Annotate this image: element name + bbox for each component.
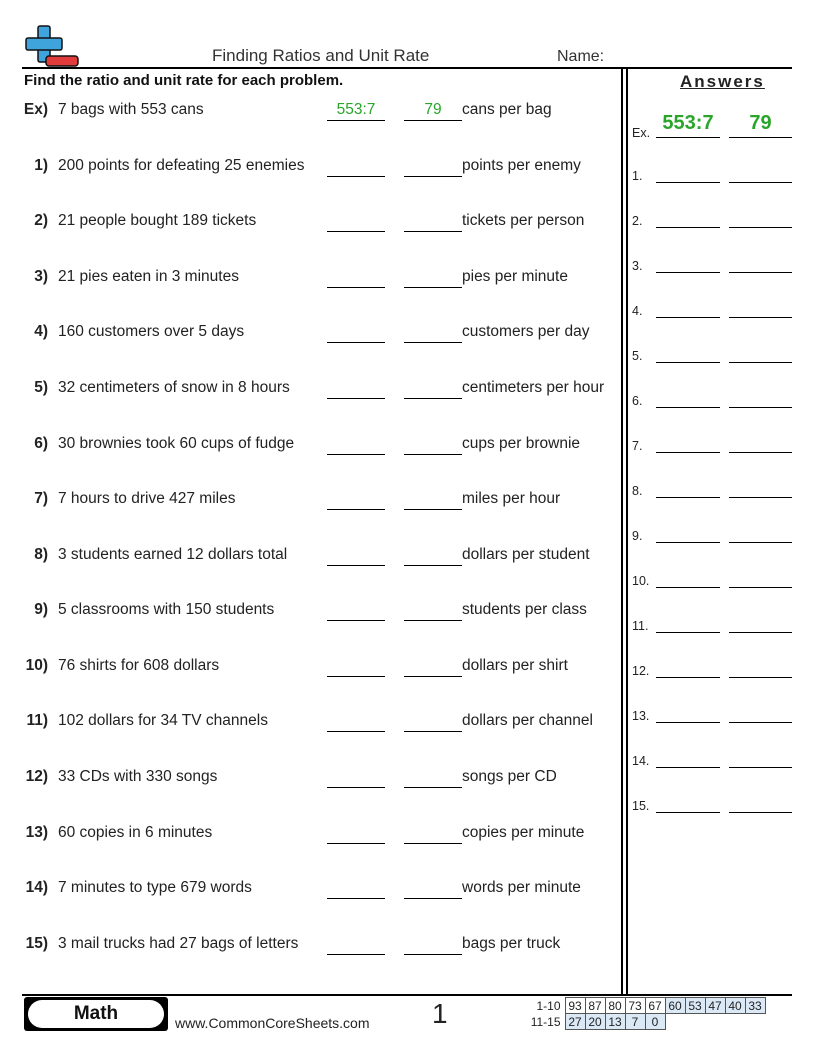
problem-number: 4) xyxy=(34,323,48,340)
rate-blank[interactable] xyxy=(404,712,462,732)
answer-label: 4. xyxy=(632,304,643,318)
problem-number: 8) xyxy=(34,546,48,563)
problem-text: 33 CDs with 330 songs xyxy=(58,768,218,785)
rate-blank[interactable] xyxy=(404,323,462,343)
answer-ratio-blank[interactable] xyxy=(656,433,720,453)
website-url: www.CommonCoreSheets.com xyxy=(175,1015,370,1031)
problem-text: 3 students earned 12 dollars total xyxy=(58,546,288,563)
problem-number: 7) xyxy=(34,490,48,507)
answer-ratio-blank[interactable] xyxy=(656,568,720,588)
rate-blank[interactable] xyxy=(404,824,462,844)
example-unit: cans per bag xyxy=(462,101,552,118)
problem-text: 21 pies eaten in 3 minutes xyxy=(58,268,239,285)
problem-number: 12) xyxy=(25,768,48,785)
ratio-blank[interactable] xyxy=(327,490,385,510)
rate-blank[interactable] xyxy=(404,435,462,455)
answer-label: 14. xyxy=(632,754,650,768)
problem-text: 102 dollars for 34 TV channels xyxy=(58,712,268,729)
problem-number: 15) xyxy=(25,935,48,952)
answer-ratio-blank[interactable] xyxy=(656,523,720,543)
problem-unit: students per class xyxy=(462,601,587,618)
answer-ratio-blank[interactable] xyxy=(656,298,720,318)
answer-label: 9. xyxy=(632,529,643,543)
score-cell: 13 xyxy=(605,1014,625,1030)
answers-title: Answers xyxy=(680,72,765,91)
problem-unit: dollars per student xyxy=(462,546,590,563)
problem-unit: pies per minute xyxy=(462,268,568,285)
answer-rate-blank[interactable] xyxy=(729,613,792,633)
problem-number: 2) xyxy=(34,212,48,229)
column-divider-right xyxy=(626,68,628,994)
problem-text: 32 centimeters of snow in 8 hours xyxy=(58,379,290,396)
answer-label: 11. xyxy=(632,619,649,633)
answer-rate-blank[interactable] xyxy=(729,793,792,813)
ratio-blank[interactable] xyxy=(327,712,385,732)
answer-label: 15. xyxy=(632,799,650,813)
answer-ratio-blank[interactable] xyxy=(656,163,720,183)
answer-label: 13. xyxy=(632,709,650,723)
rate-blank[interactable] xyxy=(404,935,462,955)
answer-rate-blank[interactable] xyxy=(729,748,792,768)
problem-number: 3) xyxy=(34,268,48,285)
rate-blank[interactable] xyxy=(404,379,462,399)
answer-label: 7. xyxy=(632,439,643,453)
worksheet-title: Finding Ratios and Unit Rate xyxy=(212,46,430,65)
answer-rate-blank[interactable] xyxy=(729,523,792,543)
score-cell: 27 xyxy=(565,1014,585,1030)
answer-ratio-blank[interactable] xyxy=(656,748,720,768)
problem-unit: tickets per person xyxy=(462,212,585,229)
problem-text: 200 points for defeating 25 enemies xyxy=(58,157,305,174)
rate-blank[interactable] xyxy=(404,212,462,232)
answer-rate-blank[interactable] xyxy=(729,343,792,363)
problem-text: 160 customers over 5 days xyxy=(58,323,245,340)
problem-text: 7 hours to drive 427 miles xyxy=(58,490,236,507)
ratio-blank[interactable] xyxy=(327,435,385,455)
problem-unit: customers per day xyxy=(462,323,590,340)
score-range: 11-15 xyxy=(530,1014,561,1029)
problem-number: 11) xyxy=(26,712,48,729)
name-label: Name: xyxy=(557,48,605,65)
problem-number: 9) xyxy=(34,601,48,618)
answer-ratio-blank[interactable] xyxy=(656,793,720,813)
rate-blank[interactable] xyxy=(404,657,462,677)
page-number: 1 xyxy=(432,998,448,1029)
problem-text: 5 classrooms with 150 students xyxy=(58,601,275,618)
ratio-blank[interactable] xyxy=(327,824,385,844)
example-rate: 79 xyxy=(404,101,462,121)
rate-blank[interactable] xyxy=(404,490,462,510)
answer-label: 2. xyxy=(632,214,643,228)
answer-example-rate: 79 xyxy=(729,112,792,138)
answer-ratio-blank[interactable] xyxy=(656,208,720,228)
answer-ratio-blank[interactable] xyxy=(656,388,720,408)
top-rule xyxy=(22,67,792,69)
problem-text: 76 shirts for 608 dollars xyxy=(58,657,220,674)
instructions: Find the ratio and unit rate for each problem. xyxy=(24,72,344,89)
score-cell: 87 xyxy=(585,998,605,1014)
answer-rate-blank[interactable] xyxy=(729,568,792,588)
rate-blank[interactable] xyxy=(404,546,462,566)
bottom-rule xyxy=(22,994,792,996)
problem-text: 60 copies in 6 minutes xyxy=(58,824,213,841)
problem-unit: dollars per channel xyxy=(462,712,593,729)
ratio-blank[interactable] xyxy=(327,768,385,788)
problem-unit: bags per truck xyxy=(462,935,561,952)
rate-blank[interactable] xyxy=(404,768,462,788)
answer-label: Ex. xyxy=(632,126,651,140)
example-ratio: 553:7 xyxy=(327,101,385,121)
score-cell: 60 xyxy=(665,998,685,1014)
problem-unit: miles per hour xyxy=(462,490,561,507)
score-cell: 0 xyxy=(645,1014,665,1030)
answer-rate-blank[interactable] xyxy=(729,478,792,498)
score-cell: 73 xyxy=(625,998,645,1014)
answer-ratio-blank[interactable] xyxy=(656,478,720,498)
answer-label: 8. xyxy=(632,484,643,498)
subject-label: Math xyxy=(28,1000,164,1028)
answer-label: 6. xyxy=(632,394,643,408)
ratio-blank[interactable] xyxy=(327,157,385,177)
problem-number: 1) xyxy=(34,157,48,174)
ratio-blank[interactable] xyxy=(327,212,385,232)
answer-label: 3. xyxy=(632,259,643,273)
answer-ratio-blank[interactable] xyxy=(656,658,720,678)
subject-badge xyxy=(24,997,168,1031)
ratio-blank[interactable] xyxy=(327,935,385,955)
problem-number: 10) xyxy=(25,657,48,674)
answer-label: 12. xyxy=(632,664,650,678)
problem-unit: dollars per shirt xyxy=(462,657,568,674)
ratio-blank[interactable] xyxy=(327,379,385,399)
problem-unit: words per minute xyxy=(462,879,581,896)
answer-ratio-blank[interactable] xyxy=(656,343,720,363)
problem-unit: points per enemy xyxy=(462,157,581,174)
answer-ratio-blank[interactable] xyxy=(656,703,720,723)
score-cell: 20 xyxy=(585,1014,605,1030)
score-row xyxy=(527,1014,765,1030)
ratio-blank[interactable] xyxy=(327,879,385,899)
problem-unit: copies per minute xyxy=(462,824,585,841)
answer-rate-blank[interactable] xyxy=(729,253,792,273)
problem-text: 30 brownies took 60 cups of fudge xyxy=(58,435,295,452)
problem-number: 5) xyxy=(34,379,48,396)
score-cell: 67 xyxy=(645,998,665,1014)
answer-ratio-blank[interactable] xyxy=(656,613,720,633)
problem-number: 14) xyxy=(25,879,48,896)
ratio-blank[interactable] xyxy=(327,601,385,621)
ratio-blank[interactable] xyxy=(327,268,385,288)
problem-number: 6) xyxy=(34,435,48,452)
column-divider-left xyxy=(621,68,623,994)
answer-rate-blank[interactable] xyxy=(729,208,792,228)
answer-rate-blank[interactable] xyxy=(729,388,792,408)
problem-text: 7 minutes to type 679 words xyxy=(58,879,252,896)
problem-text: 21 people bought 189 tickets xyxy=(58,212,257,229)
problem-number: 13) xyxy=(25,824,48,841)
plus-minus-logo-icon xyxy=(24,24,80,68)
problem-text: 3 mail trucks had 27 bags of letters xyxy=(58,935,299,952)
ratio-blank[interactable] xyxy=(327,546,385,566)
rate-blank[interactable] xyxy=(404,601,462,621)
rate-blank[interactable] xyxy=(404,879,462,899)
answer-label: 1. xyxy=(632,169,643,183)
answer-rate-blank[interactable] xyxy=(729,298,792,318)
problem-unit: centimeters per hour xyxy=(462,379,605,396)
answer-ratio-blank[interactable] xyxy=(656,253,720,273)
example-text: 7 bags with 553 cans xyxy=(58,101,204,118)
rate-blank[interactable] xyxy=(404,268,462,288)
answer-rate-blank[interactable] xyxy=(729,163,792,183)
score-cell: 7 xyxy=(625,1014,645,1030)
score-cell: 80 xyxy=(605,998,625,1014)
answer-label: 10. xyxy=(632,574,650,588)
score-cell: 47 xyxy=(705,998,725,1014)
score-range: 1-10 xyxy=(536,998,561,1013)
answer-label: 5. xyxy=(632,349,643,363)
score-cell: 53 xyxy=(685,998,705,1014)
answer-example-ratio: 553:7 xyxy=(656,112,720,138)
score-row xyxy=(527,998,765,1014)
example-number: Ex) xyxy=(23,101,48,118)
problem-unit: cups per brownie xyxy=(462,435,581,452)
ratio-blank[interactable] xyxy=(327,323,385,343)
score-cell: 33 xyxy=(745,998,765,1014)
score-table xyxy=(527,997,766,1030)
answer-rate-blank[interactable] xyxy=(729,703,792,723)
answer-rate-blank[interactable] xyxy=(729,433,792,453)
rate-blank[interactable] xyxy=(404,157,462,177)
problem-unit: songs per CD xyxy=(462,768,557,785)
ratio-blank[interactable] xyxy=(327,657,385,677)
score-cell: 93 xyxy=(565,998,585,1014)
answer-rate-blank[interactable] xyxy=(729,658,792,678)
score-cell: 40 xyxy=(725,998,745,1014)
